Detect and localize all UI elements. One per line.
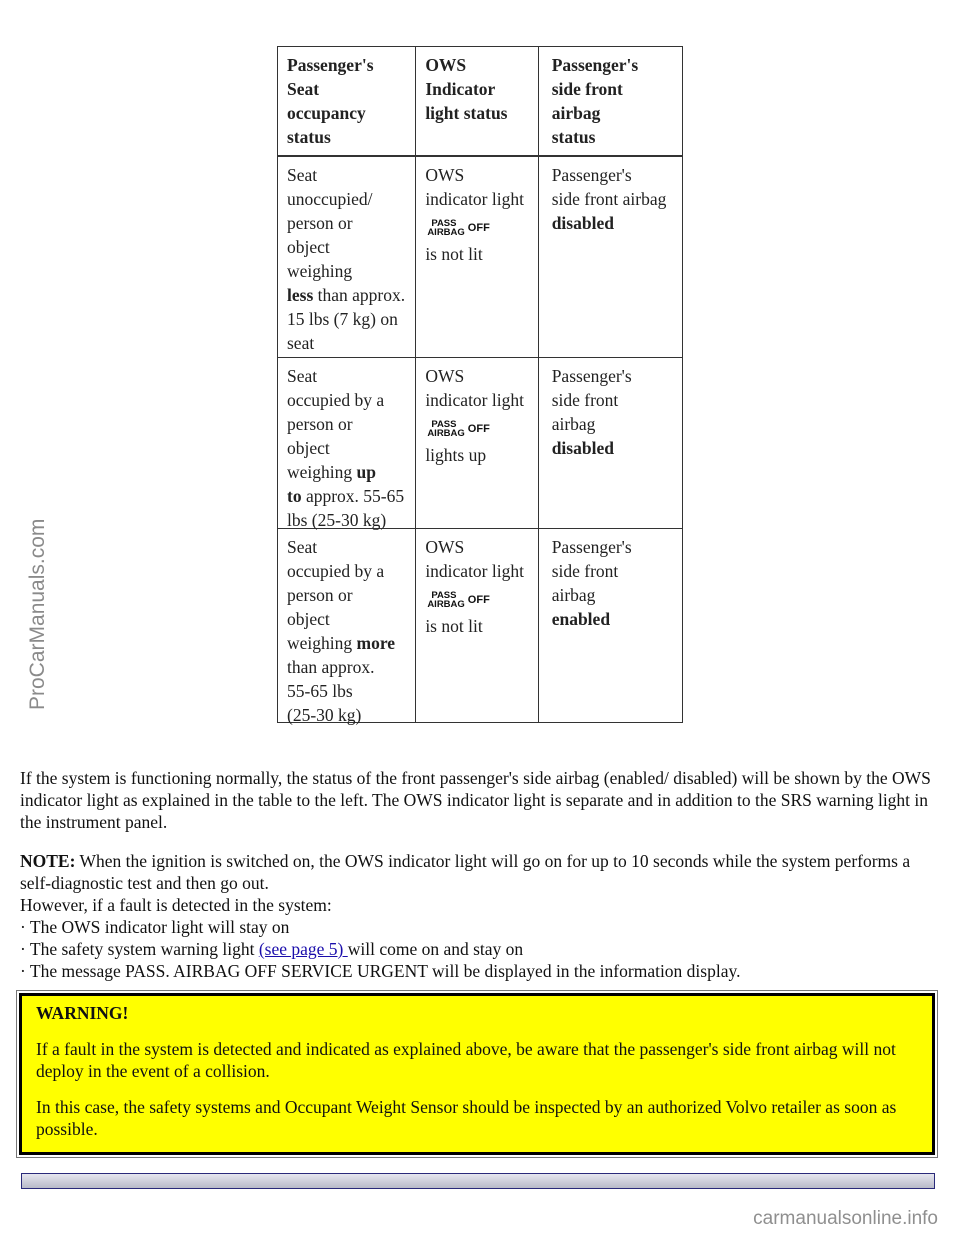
side-watermark: ProCarManuals.com xyxy=(26,518,49,710)
airbag-cell: Passenger's side front airbag disabled xyxy=(538,358,682,528)
header-seat-occupancy: Passenger's Seat occupancy status xyxy=(287,55,374,147)
pass-airbag-off-icon: PASS AIRBAG OFF xyxy=(427,590,490,611)
airbag-state: disabled xyxy=(551,213,614,233)
fault-intro: However, if a fault is detected in the system: xyxy=(20,895,332,915)
page-nav-bar[interactable] xyxy=(21,1173,935,1189)
pass-airbag-off-icon: PASS AIRBAG OFF xyxy=(427,218,490,239)
occupancy-cell: Seat occupied by a person or object weighing up to approx. 55-65 lbs (25-30 kg) xyxy=(287,366,405,530)
table-header-row xyxy=(278,47,682,155)
airbag-cell: Passenger's side front airbag enabled xyxy=(538,529,682,722)
warning-paragraph-2: In this case, the safety systems and Occupant Weight Sensor should be inspected by an authorized Volvo retailer as soon as possible. xyxy=(36,1097,897,1139)
airbag-state: disabled xyxy=(551,438,614,458)
table-row xyxy=(278,357,682,528)
table-row xyxy=(278,528,682,725)
occupancy-cell: Seat unoccupied/ person or object weighing less than approx. 15 lbs (7 kg) on seat xyxy=(287,165,406,353)
airbag-state: enabled xyxy=(551,609,611,629)
bottom-watermark: carmanualsonline.info xyxy=(753,1208,938,1229)
list-item: · The OWS indicator light will stay on xyxy=(20,917,290,937)
list-item: · The message PASS. AIRBAG OFF SERVICE URGENT will be displayed in the information display. xyxy=(20,961,741,981)
airbag-cell: Passenger's side front airbag disabled xyxy=(538,157,682,357)
note-section xyxy=(20,850,940,982)
header-airbag-status: Passenger's side front airbag status xyxy=(538,47,682,155)
warning-title: WARNING! xyxy=(36,1003,129,1023)
indicator-cell: OWS indicator light PASS AIRBAG OFF is not lit xyxy=(415,157,537,357)
indicator-cell: OWS indicator light PASS AIRBAG OFF is not lit xyxy=(415,529,537,722)
indicator-cell: OWS indicator light PASS AIRBAG OFF lights up xyxy=(415,358,537,528)
list-item: · The safety system warning light (see page 5) will come on and stay on xyxy=(20,939,524,959)
occupancy-cell: Seat occupied by a person or object weighing more than approx. 55-65 lbs (25-30 kg) xyxy=(287,537,396,725)
ows-status-table xyxy=(277,46,683,723)
note-label: NOTE: xyxy=(20,851,76,871)
see-page-5-link[interactable]: (see page 5) xyxy=(258,939,348,959)
table-row xyxy=(278,155,682,357)
note-text: When the ignition is switched on, the OWS indicator light will go on for up to 10 seconds while the system performs a self-diagnostic test and then go out. xyxy=(20,851,911,893)
intro-paragraph: If the system is functioning normally, the status of the front passenger's side airbag (enabled/ disabled) will be shown by the OWS indicator light as explained in the table to the left. The OWS indicator light is separate and in addition to the SRS warning light in the instrument panel. xyxy=(20,768,931,832)
warning-box xyxy=(19,993,935,1155)
warning-paragraph-1: If a fault in the system is detected and indicated as explained above, be aware that the passenger's side front airbag will not deploy in the event of a collision. xyxy=(36,1039,896,1081)
pass-airbag-off-icon: PASS AIRBAG OFF xyxy=(427,419,490,440)
header-indicator-status: OWS Indicator light status xyxy=(415,47,537,155)
